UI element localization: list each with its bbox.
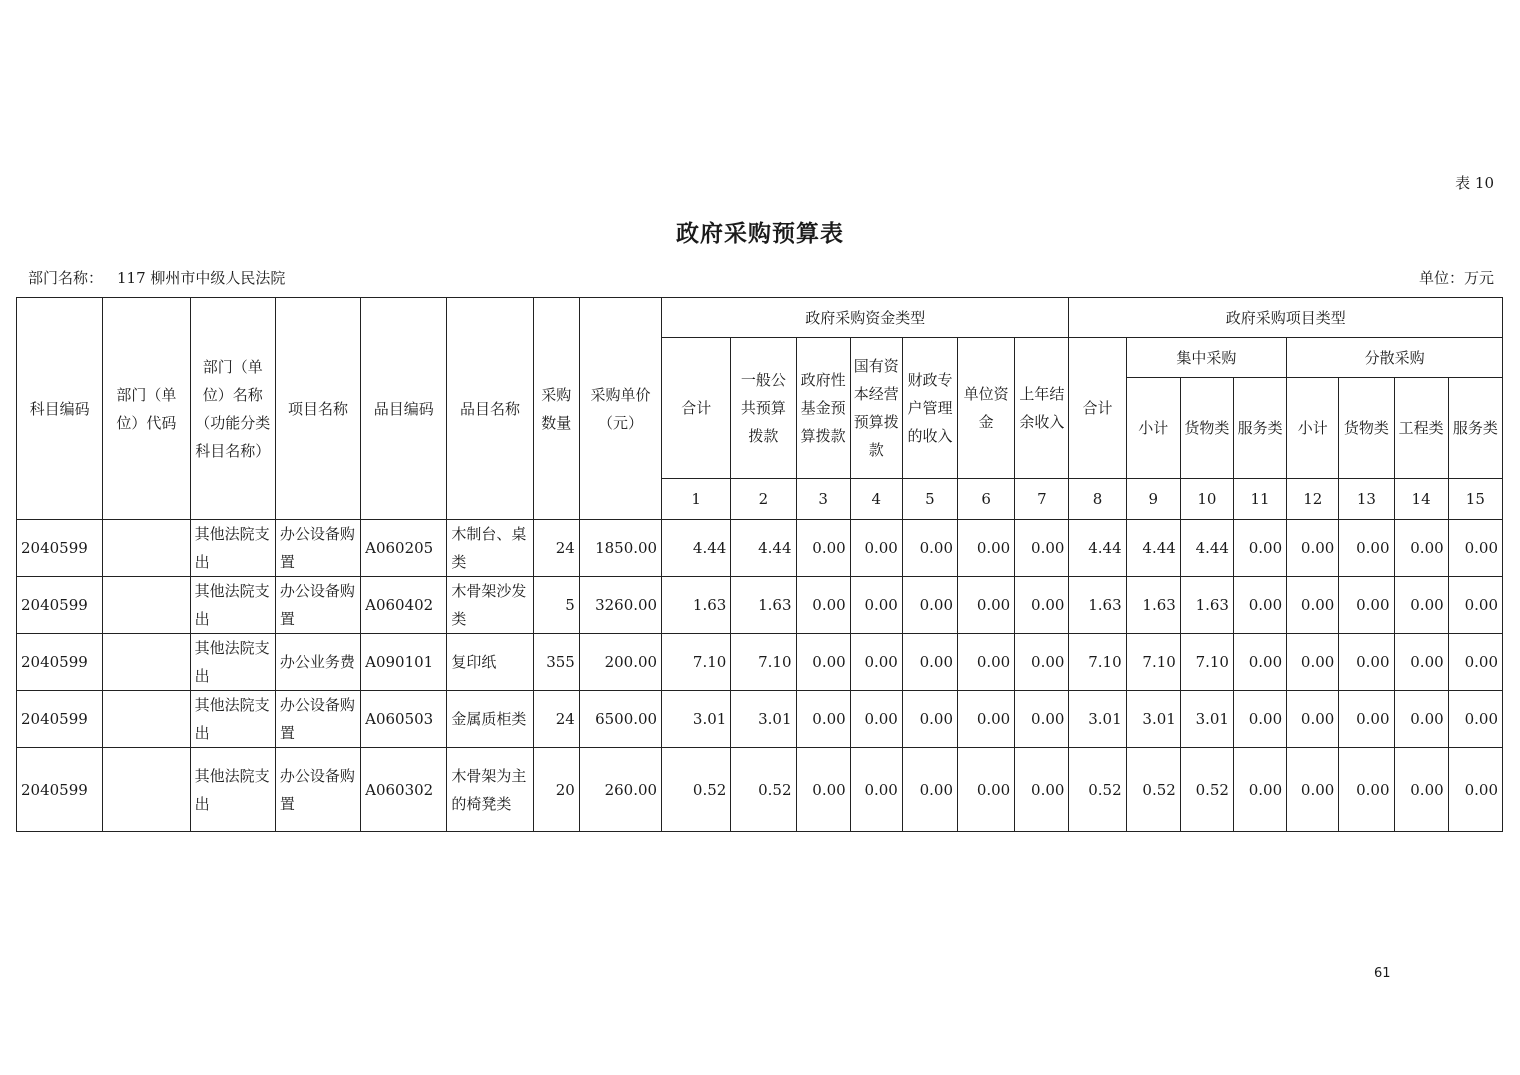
- cell-project-name: 办公设备购置: [275, 748, 360, 832]
- col-header-quantity: 采购数量: [533, 298, 579, 520]
- col-header-prev-balance: 上年结余收入: [1015, 338, 1069, 479]
- cell-value: 0.00: [1448, 634, 1502, 691]
- col-header-item-code: 品目编码: [361, 298, 447, 520]
- cell-value: 0.00: [1448, 577, 1502, 634]
- group-header-project-type: 政府采购项目类型: [1069, 298, 1503, 338]
- cell-value: 4.44: [1180, 520, 1233, 577]
- cell-value: 0.00: [850, 748, 902, 832]
- cell-value: 0.00: [850, 634, 902, 691]
- col-header-gov-fund: 政府性基金预算拨款: [796, 338, 850, 479]
- cell-dept-code: [103, 520, 190, 577]
- cell-value: 0.00: [958, 691, 1015, 748]
- cell-value: 0.00: [1448, 748, 1502, 832]
- cell-value: 0.00: [1015, 691, 1069, 748]
- cell-subject-code: 2040599: [17, 634, 103, 691]
- table-number: 表 10: [1455, 174, 1494, 192]
- cell-value: 7.10: [1069, 634, 1126, 691]
- cell-quantity: 355: [533, 634, 579, 691]
- cell-value: 4.44: [731, 520, 796, 577]
- cell-value: 7.10: [1180, 634, 1233, 691]
- cell-value: 3.01: [1069, 691, 1126, 748]
- column-number: 2: [731, 479, 796, 520]
- col-header-central-goods: 货物类: [1180, 378, 1233, 479]
- cell-value: 1.63: [731, 577, 796, 634]
- column-number: 7: [1015, 479, 1069, 520]
- page-title: 政府采购预算表: [676, 220, 844, 247]
- cell-item-name: 复印纸: [447, 634, 533, 691]
- cell-value: 0.52: [1069, 748, 1126, 832]
- column-number: 10: [1180, 479, 1233, 520]
- cell-value: 4.44: [1126, 520, 1180, 577]
- cell-value: 0.00: [796, 691, 850, 748]
- table-row: [17, 634, 1503, 691]
- cell-value: 0.00: [1233, 634, 1286, 691]
- cell-subject-code: 2040599: [17, 691, 103, 748]
- cell-value: 0.00: [902, 691, 957, 748]
- group-header-dispersed-procurement: 分散采购: [1287, 338, 1503, 378]
- col-header-dispersed-subtotal: 小计: [1287, 378, 1339, 479]
- cell-value: 0.00: [902, 577, 957, 634]
- department-label: 部门名称：: [28, 269, 104, 287]
- cell-unit-price: 200.00: [579, 634, 661, 691]
- col-header-general-budget: 一般公共预算拨款: [731, 338, 796, 479]
- cell-quantity: 24: [533, 520, 579, 577]
- col-header-subject-code: 科目编码: [17, 298, 103, 520]
- cell-quantity: 20: [533, 748, 579, 832]
- cell-value: 0.00: [1287, 577, 1339, 634]
- cell-value: 0.00: [1448, 691, 1502, 748]
- col-header-unit-funds: 单位资金: [958, 338, 1015, 479]
- cell-item-name: 木骨架沙发类: [447, 577, 533, 634]
- cell-dept-code: [103, 691, 190, 748]
- cell-value: 0.52: [1126, 748, 1180, 832]
- cell-value: 0.00: [1287, 691, 1339, 748]
- group-header-fund-type: 政府采购资金类型: [662, 298, 1069, 338]
- column-number: 3: [796, 479, 850, 520]
- col-header-project-name: 项目名称: [275, 298, 360, 520]
- cell-value: 7.10: [662, 634, 731, 691]
- cell-value: 0.52: [662, 748, 731, 832]
- cell-unit-price: 3260.00: [579, 577, 661, 634]
- cell-dept-code: [103, 577, 190, 634]
- col-header-dept-func-name: 部门（单位）名称（功能分类科目名称）: [190, 298, 275, 520]
- cell-subject-code: 2040599: [17, 748, 103, 832]
- cell-value: 0.00: [1394, 520, 1448, 577]
- table-row: [17, 748, 1503, 832]
- col-header-fund-total: 合计: [662, 338, 731, 479]
- cell-value: 0.00: [1287, 520, 1339, 577]
- cell-item-code: A060402: [361, 577, 447, 634]
- cell-subject-code: 2040599: [17, 520, 103, 577]
- cell-value: 0.00: [902, 634, 957, 691]
- col-header-central-subtotal: 小计: [1126, 378, 1180, 479]
- column-number: 4: [850, 479, 902, 520]
- col-header-dispersed-works: 工程类: [1394, 378, 1448, 479]
- cell-value: 0.00: [1233, 520, 1286, 577]
- table-row: [17, 577, 1503, 634]
- cell-value: 0.00: [1015, 748, 1069, 832]
- cell-unit-price: 6500.00: [579, 691, 661, 748]
- cell-unit-price: 1850.00: [579, 520, 661, 577]
- cell-value: 7.10: [1126, 634, 1180, 691]
- cell-value: 0.00: [796, 577, 850, 634]
- cell-value: 1.63: [1126, 577, 1180, 634]
- cell-value: 0.52: [1180, 748, 1233, 832]
- cell-value: 0.00: [1233, 577, 1286, 634]
- cell-item-code: A060205: [361, 520, 447, 577]
- cell-value: 1.63: [662, 577, 731, 634]
- cell-dept-func-name: 其他法院支出: [190, 748, 275, 832]
- cell-value: 0.00: [1233, 691, 1286, 748]
- cell-dept-func-name: 其他法院支出: [190, 691, 275, 748]
- cell-value: 3.01: [662, 691, 731, 748]
- cell-value: 0.00: [1015, 577, 1069, 634]
- cell-value: 0.00: [1394, 691, 1448, 748]
- table-row: [17, 520, 1503, 577]
- cell-project-name: 办公设备购置: [275, 520, 360, 577]
- cell-value: 3.01: [1180, 691, 1233, 748]
- cell-value: 0.00: [850, 577, 902, 634]
- cell-value: 3.01: [731, 691, 796, 748]
- cell-quantity: 24: [533, 691, 579, 748]
- cell-item-code: A060302: [361, 748, 447, 832]
- cell-value: 1.63: [1069, 577, 1126, 634]
- cell-value: 0.00: [1015, 634, 1069, 691]
- cell-subject-code: 2040599: [17, 577, 103, 634]
- col-header-dispersed-services: 服务类: [1448, 378, 1502, 479]
- cell-value: 0.00: [1394, 748, 1448, 832]
- cell-value: 0.00: [958, 577, 1015, 634]
- cell-quantity: 5: [533, 577, 579, 634]
- procurement-budget-table: [16, 297, 1503, 832]
- cell-dept-func-name: 其他法院支出: [190, 634, 275, 691]
- column-number: 5: [902, 479, 957, 520]
- table-row: [17, 691, 1503, 748]
- cell-value: 0.00: [1394, 634, 1448, 691]
- department-name: 117 柳州市中级人民法院: [117, 269, 286, 287]
- column-number: 15: [1448, 479, 1502, 520]
- cell-item-name: 木制台、桌类: [447, 520, 533, 577]
- cell-value: 0.00: [1339, 577, 1394, 634]
- col-header-central-services: 服务类: [1233, 378, 1286, 479]
- column-number: 13: [1339, 479, 1394, 520]
- cell-dept-code: [103, 748, 190, 832]
- cell-project-name: 办公设备购置: [275, 691, 360, 748]
- cell-item-code: A090101: [361, 634, 447, 691]
- cell-project-name: 办公业务费: [275, 634, 360, 691]
- column-number: 8: [1069, 479, 1126, 520]
- cell-value: 0.00: [958, 748, 1015, 832]
- cell-value: 0.00: [1339, 691, 1394, 748]
- cell-value: 0.00: [958, 520, 1015, 577]
- cell-value: 0.00: [1339, 634, 1394, 691]
- col-header-project-total: 合计: [1069, 338, 1126, 479]
- department-line: [28, 267, 285, 288]
- cell-dept-func-name: 其他法院支出: [190, 577, 275, 634]
- cell-value: 0.00: [796, 634, 850, 691]
- unit-label: 单位：万元: [1418, 269, 1494, 287]
- cell-item-name: 木骨架为主的椅凳类: [447, 748, 533, 832]
- cell-value: 0.00: [902, 520, 957, 577]
- cell-item-code: A060503: [361, 691, 447, 748]
- cell-value: 0.00: [1339, 520, 1394, 577]
- cell-value: 0.00: [796, 520, 850, 577]
- cell-project-name: 办公设备购置: [275, 577, 360, 634]
- page-number: 61: [1374, 966, 1391, 981]
- column-number: 9: [1126, 479, 1180, 520]
- cell-value: 7.10: [731, 634, 796, 691]
- column-number: 1: [662, 479, 731, 520]
- col-header-unit-price: 采购单价（元）: [579, 298, 661, 520]
- cell-value: 0.00: [1233, 748, 1286, 832]
- cell-value: 0.00: [1015, 520, 1069, 577]
- cell-value: 0.00: [1448, 520, 1502, 577]
- col-header-dept-code: 部门（单位）代码: [103, 298, 190, 520]
- cell-value: 0.52: [731, 748, 796, 832]
- cell-value: 4.44: [1069, 520, 1126, 577]
- column-number: 6: [958, 479, 1015, 520]
- cell-unit-price: 260.00: [579, 748, 661, 832]
- cell-dept-code: [103, 634, 190, 691]
- col-header-item-name: 品目名称: [447, 298, 533, 520]
- col-header-state-capital: 国有资本经营预算拨款: [850, 338, 902, 479]
- cell-value: 4.44: [662, 520, 731, 577]
- column-number: 11: [1233, 479, 1286, 520]
- cell-dept-func-name: 其他法院支出: [190, 520, 275, 577]
- cell-value: 0.00: [796, 748, 850, 832]
- cell-value: 0.00: [1339, 748, 1394, 832]
- cell-value: 0.00: [850, 691, 902, 748]
- cell-value: 0.00: [850, 520, 902, 577]
- cell-value: 0.00: [1394, 577, 1448, 634]
- cell-value: 0.00: [958, 634, 1015, 691]
- cell-value: 1.63: [1180, 577, 1233, 634]
- table-body: [17, 520, 1503, 832]
- cell-value: 0.00: [1287, 634, 1339, 691]
- cell-value: 0.00: [1287, 748, 1339, 832]
- cell-value: 0.00: [902, 748, 957, 832]
- cell-item-name: 金属质柜类: [447, 691, 533, 748]
- col-header-dispersed-goods: 货物类: [1339, 378, 1394, 479]
- cell-value: 3.01: [1126, 691, 1180, 748]
- col-header-fiscal-special: 财政专户管理的收入: [902, 338, 957, 479]
- column-number: 14: [1394, 479, 1448, 520]
- group-header-central-procurement: 集中采购: [1126, 338, 1287, 378]
- column-number: 12: [1287, 479, 1339, 520]
